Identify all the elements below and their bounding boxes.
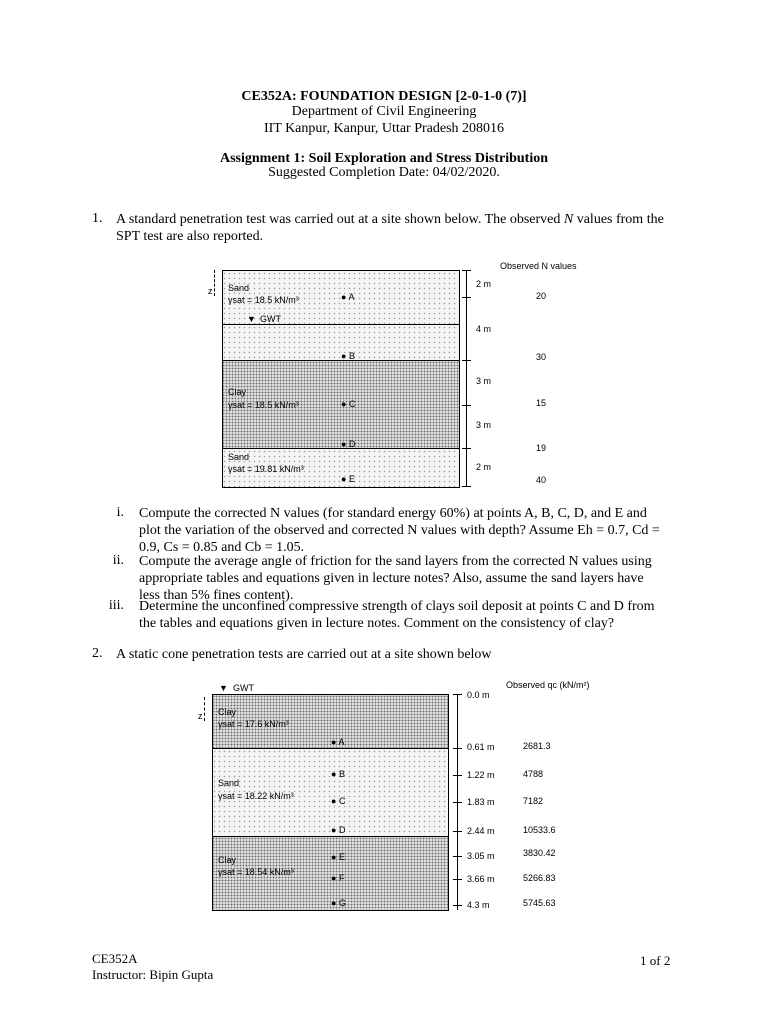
fig2-heading: Observed qc (kN/m²)	[506, 680, 590, 690]
fig1-z-label: z	[208, 286, 213, 296]
q1-text	[116, 211, 676, 245]
fig2-point-d: ● D	[331, 825, 346, 835]
fig2-point-c: ● C	[331, 796, 346, 806]
fig1-n-value-c: 15	[536, 398, 547, 408]
q1-sub-iii-number: iii.	[108, 598, 124, 613]
fig1-depth-2: 4 m	[476, 324, 492, 334]
footer-code: CE352A	[92, 951, 138, 966]
fig2-sand-gamma: γsat = 18.22 kN/m³	[218, 791, 294, 801]
fig2-tick-2	[453, 775, 462, 776]
fig2-tick-5	[453, 856, 462, 857]
fig1-z-axis	[214, 270, 216, 296]
fig2-depth-2: 1.22 m	[467, 770, 495, 780]
fig1-n-value-b: 30	[536, 352, 547, 362]
fig1-point-a: ● A	[341, 292, 355, 302]
fig1-tick-0	[462, 270, 471, 271]
course-title: CE352A: FOUNDATION DESIGN [2-0-1-0 (7)]	[241, 89, 527, 104]
q1-sub-iii-line2: the tables and equations given in lecture notes. Comment on the consistency of clay?	[139, 616, 615, 631]
fig1-sand1-label: Sand	[228, 283, 250, 293]
q1-sub-ii-number: ii.	[112, 553, 124, 568]
fig2-point-c-label: C	[338, 796, 346, 806]
fig2-qc-a: 2681.3	[523, 741, 551, 751]
q1-number: 1.	[92, 211, 103, 226]
fig1-point-b-label: B	[348, 351, 355, 361]
fig2-tick-1	[453, 748, 462, 749]
fig1-tick-4	[462, 448, 471, 449]
fig1-sand2-label: Sand	[228, 452, 250, 462]
q1-sub-i-line3: 0.9, Cs = 0.85 and Cb = 1.05.	[139, 540, 305, 555]
fig1-sand2-gamma: γsat = 19.81 kN/m³	[228, 464, 304, 474]
footer-page: 1 of 2	[640, 953, 671, 968]
fig2-qc-b: 4788	[523, 769, 544, 779]
fig2-point-e-label: E	[338, 852, 345, 862]
fig1-depth-3: 3 m	[476, 376, 492, 386]
fig2-tick-7	[453, 905, 462, 906]
completion-date: Suggested Completion Date: 04/02/2020.	[268, 165, 500, 180]
fig1-point-e-label: E	[348, 474, 355, 484]
fig2-clay2-label: Clay	[218, 855, 237, 865]
fig1-tick-1	[462, 297, 471, 298]
q1-text-line1-end: values from the	[576, 212, 664, 227]
fig2-tick-4	[453, 831, 462, 832]
department: Department of Civil Engineering	[291, 104, 477, 119]
fig2-qc-g: 5745.63	[523, 898, 556, 908]
fig2-point-a-label: A	[338, 737, 345, 747]
q2-number: 2.	[92, 646, 103, 661]
fig2-depth-0: 0.0 m	[467, 690, 490, 700]
assignment-title: Assignment 1: Soil Exploration and Stress Distribution	[219, 151, 548, 166]
q1-text-line2: SPT test are also reported.	[116, 229, 264, 244]
address: IIT Kanpur, Kanpur, Uttar Pradesh 208016	[263, 121, 505, 136]
fig1-point-d: ● D	[341, 439, 356, 449]
q2-text: A static cone penetration tests are carried out at a site shown below	[116, 647, 492, 662]
q1-sub-i-number: i.	[116, 505, 124, 520]
fig2-tick-3	[453, 802, 462, 803]
fig1-sand1-gamma: γsat = 18.5 kN/m³	[228, 295, 299, 305]
q1-sub-ii-line2: appropriate tables and equations given in lecture notes? Also, assume the sand layers have	[139, 571, 644, 586]
q1-sub-iii-line1: Determine the unconfined compressive strength of clays soil deposit at points C and D from	[139, 599, 655, 614]
fig1-gwt-label: GWT	[260, 314, 281, 324]
fig2-qc-d: 10533.6	[523, 825, 556, 835]
fig1-tick-3	[462, 405, 471, 406]
fig2-depth-4: 2.44 m	[467, 826, 495, 836]
fig1-point-c: ● C	[341, 399, 356, 409]
fig1-tick-2	[462, 360, 471, 361]
q1-sub-i-line1: Compute the corrected N values (for standard energy 60%) at points A, B, C, D, and E and	[139, 506, 647, 521]
fig2-point-f: ● F	[331, 873, 345, 883]
fig2-clay1-gamma: γsat = 17.6 kN/m³	[218, 719, 289, 729]
gwt-icon: ▼	[219, 683, 228, 693]
fig2-clay1-label: Clay	[218, 707, 237, 717]
fig2-point-e: ● E	[331, 852, 345, 862]
fig2-qc-c: 7182	[523, 796, 544, 806]
q1-sub-ii-text	[139, 553, 675, 604]
fig1-depth-4: 3 m	[476, 420, 492, 430]
fig1-point-a-label: A	[348, 292, 355, 302]
fig2-sand-label: Sand	[218, 778, 240, 788]
q1-text-line1: A standard penetration test was carried out at a site shown below. The observed	[116, 212, 561, 227]
fig2-depth-6: 3.66 m	[467, 874, 495, 884]
fig1-dimension-line	[466, 270, 467, 487]
fig1-heading: Observed N values	[500, 261, 577, 271]
fig1-point-c-label: C	[348, 399, 356, 409]
gwt-icon: ▼	[247, 314, 256, 324]
fig2-qc-e: 3830.42	[523, 848, 556, 858]
fig2-tick-6	[453, 879, 462, 880]
fig2-point-g: ● G	[331, 898, 346, 908]
q1-sub-i-line2: plot the variation of the observed and corrected N values with depth? Assume Eh = 0.7, Cd =	[139, 523, 660, 538]
fig2-depth-3: 1.83 m	[467, 797, 495, 807]
fig2-point-a: ● A	[331, 737, 345, 747]
fig2-depth-5: 3.05 m	[467, 851, 495, 861]
fig2-point-d-label: D	[338, 825, 346, 835]
fig2-point-b-label: B	[338, 769, 345, 779]
q1-sub-ii-line3: less than 5% fines content).	[139, 588, 294, 603]
fig2-point-g-label: G	[338, 898, 346, 908]
fig1-n-value-e: 40	[536, 475, 547, 485]
fig2-clay2-gamma: γsat = 18.54 kN/m³	[218, 867, 294, 877]
fig1-tick-5	[462, 486, 471, 487]
fig1-n-value-d: 19	[536, 443, 547, 453]
footer-instructor: Instructor: Bipin Gupta	[92, 967, 214, 982]
q1-sub-i-text	[139, 505, 675, 556]
fig2-depth-1: 0.61 m	[467, 742, 495, 752]
fig2-z-axis	[204, 697, 206, 721]
fig2-point-f-label: F	[338, 873, 345, 883]
fig1-depth-5: 2 m	[476, 462, 492, 472]
fig1-depth-1: 2 m	[476, 279, 492, 289]
fig2-point-b: ● B	[331, 769, 345, 779]
fig2-z-label: z	[198, 711, 203, 721]
fig1-point-d-label: D	[348, 439, 356, 449]
fig2-tick-0	[453, 694, 462, 695]
fig2-gwt-label: GWT	[233, 683, 254, 693]
fig1-clay-gamma: γsat = 18.5 kN/m³	[228, 400, 299, 410]
fig1-point-b: ● B	[341, 351, 355, 361]
fig1-clay-label: Clay	[228, 387, 247, 397]
fig1-n-value-a: 20	[536, 291, 547, 301]
q1-sub-ii-line1: Compute the average angle of friction for the sand layers from the corrected N values using	[139, 554, 652, 569]
fig2-depth-7: 4.3 m	[467, 900, 490, 910]
q1-n-var: N	[563, 212, 574, 227]
fig2-qc-f: 5266.83	[523, 873, 556, 883]
q1-sub-iii-text	[139, 598, 675, 632]
fig1-point-e: ● E	[341, 474, 355, 484]
